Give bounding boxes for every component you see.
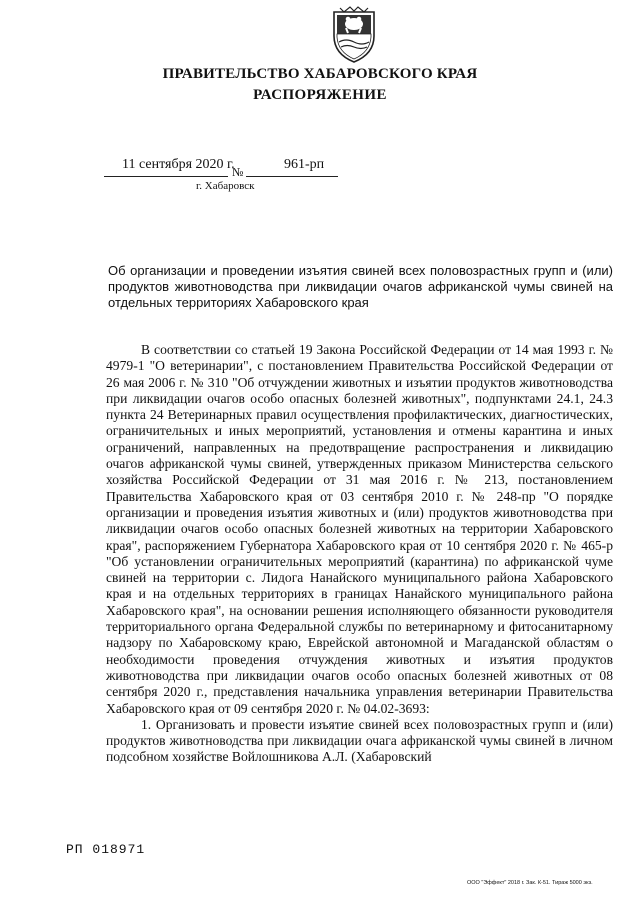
number-underline xyxy=(246,176,338,177)
body-paragraph-2: 1. Организовать и провести изъятие свиней всех половозрастных групп и (или) продуктов животноводства при ликвидации очага африканской чумы свиней в личном подсобном хозяйстве Войлошникова А.Л. (Хабаровский xyxy=(106,716,613,765)
government-title: ПРАВИТЕЛЬСТВО ХАБАРОВСКОГО КРАЯ xyxy=(162,66,478,82)
date-underline xyxy=(104,176,228,177)
document-body xyxy=(106,342,613,766)
form-serial-number: РП 018971 xyxy=(66,842,146,857)
document-type-title: РАСПОРЯЖЕНИЕ xyxy=(253,87,387,103)
document-date: 11 сентября 2020 г. xyxy=(122,157,235,172)
print-info: ООО "Эффект" 2018 г. Зак. К-51. Тираж 5000 экз. xyxy=(467,880,593,886)
number-sign: № xyxy=(232,165,244,179)
coat-of-arms-emblem xyxy=(330,6,378,64)
issue-city: г. Хабаровск xyxy=(196,180,255,192)
document-number: 961-рп xyxy=(284,157,325,172)
body-paragraph-1: В соответствии со статьей 19 Закона Российской Федерации от 14 мая 1993 г. № 4979-1 "О ветеринарии", с постановлением Правительства Российской Федерации от 26 мая 2006 г. № 310 "Об отчуждении животных и изъятии продуктов животноводства при ликвидации очагов особо опасных болезней животных", подпунктами 24.1, 24.3 пункта 24 Ветеринарных правил осуществления профилактических, диагностических, ограничительных и иных мероприятий, установления и отмены карантина и иных ограничений, направленных на предотвращение распространения и ликвидацию очагов африканской чумы свиней, утвержденных приказом Министерства сельского хозяйства Российской Федерации от 31 мая 2016 г. № 213, постановлением Правительства Хабаровского края от 03 сентября 2010 г. № 248-пр "О порядке организации и проведения изъятия животных и (или) продуктов животноводства при ликвидации очагов особо опасных болезней животных на территории Хабаровского края", распоряжением Губернатора Хабаровского края от 10 сентября 2020 г. № 465-р "Об установлении ограничительных мероприятий (карантина) по африканской чуме свиней на территории с. Лидога Нанайского муниципального района Хабаровского края и на отдельных территориях в границах Нанайского муниципального района Хабаровского края", на основании решения исполняющего обязанности руководителя территориального органа Федеральной службы по ветеринарному и фитосанитарному надзору по Хабаровскому краю, Еврейской автономной и Магаданской областям о необходимости проведения отчуждения животных и изъятия продуктов животноводства при ликвидации очагов особо опасных болезней животных от 08 сентября 2020 г., представления начальника управления ветеринарии Правительства Хабаровского края от 09 сентября 2020 г. № 04.02-3693: xyxy=(106,342,613,716)
document-subject: Об организации и проведении изъятия свиней всех половозрастных групп и (или) продуктов животноводства при ликвидации очагов африканской чумы свиней на отдельных территориях Хабаровского края xyxy=(108,263,613,310)
